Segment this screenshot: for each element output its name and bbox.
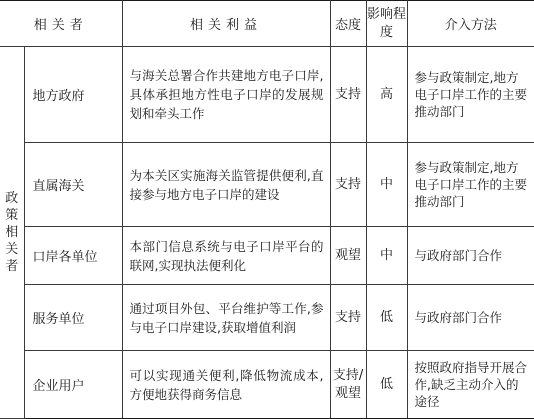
row-interest: 可以实现通关便利,降低物流成本,方便地获得商务信息 [122,351,330,419]
row-name: 口岸各单位 [24,227,122,285]
table-row [0,47,534,143]
row-name: 直属海关 [24,143,122,227]
row-name: 地方政府 [24,47,122,143]
row-interest: 通过项目外包、平台维护等工作,参与电子口岸建设,获取增值利润 [122,285,330,351]
table-row [0,143,534,227]
group-label-char: 者 [5,259,19,274]
row-name: 企业用户 [24,351,122,419]
header-method: 介入方法 [407,1,534,47]
group-label-char: 相 [5,225,19,240]
header-row [0,1,534,47]
row-attitude: 观望 [330,227,366,285]
row-name: 服务单位 [24,285,122,351]
row-influence: 中 [366,227,407,285]
group-label-text [0,190,24,275]
row-interest: 为本关区实施海关监管提供便利,直接参与地方电子口岸的建设 [122,143,330,227]
row-attitude [330,351,366,419]
header-interest: 相关利益 [122,1,330,47]
row-influence: 中 [366,143,407,227]
row-interest: 与海关总署合作共建地方电子口岸,具体承担地方性电子口岸的发展规划和牵头工作 [122,47,330,143]
row-method: 按照政府指导开展合作,缺乏主动介入的途径 [407,351,534,419]
table-row [0,351,534,419]
table-row [0,227,534,285]
group-label [0,47,24,419]
row-method: 与政府部门合作 [407,285,534,351]
group-label-char: 策 [5,208,19,223]
header-stakeholder: 相关者 [0,1,122,47]
row-influence: 低 [366,285,407,351]
header-influence: 影响程度 [366,1,407,47]
group-label-char: 政 [5,191,19,206]
row-influence: 低 [366,351,407,419]
row-influence: 高 [366,47,407,143]
header-attitude: 态度 [330,1,366,47]
table-row [0,285,534,351]
row-method: 参与政策制定,地方电子口岸工作的主要推动部门 [407,47,534,143]
row-attitude: 支持 [330,143,366,227]
row-interest: 本部门信息系统与电子口岸平台的联网,实现执法便利化 [122,227,330,285]
row-method: 与政府部门合作 [407,227,534,285]
group-label-char: 关 [5,242,19,257]
row-attitude: 支持 [330,47,366,143]
row-method: 参与政策制定,地方电子口岸工作的主要推动部门 [407,143,534,227]
row-attitude-text: 支持/ 观望 [332,367,364,401]
row-attitude: 支持 [330,285,366,351]
